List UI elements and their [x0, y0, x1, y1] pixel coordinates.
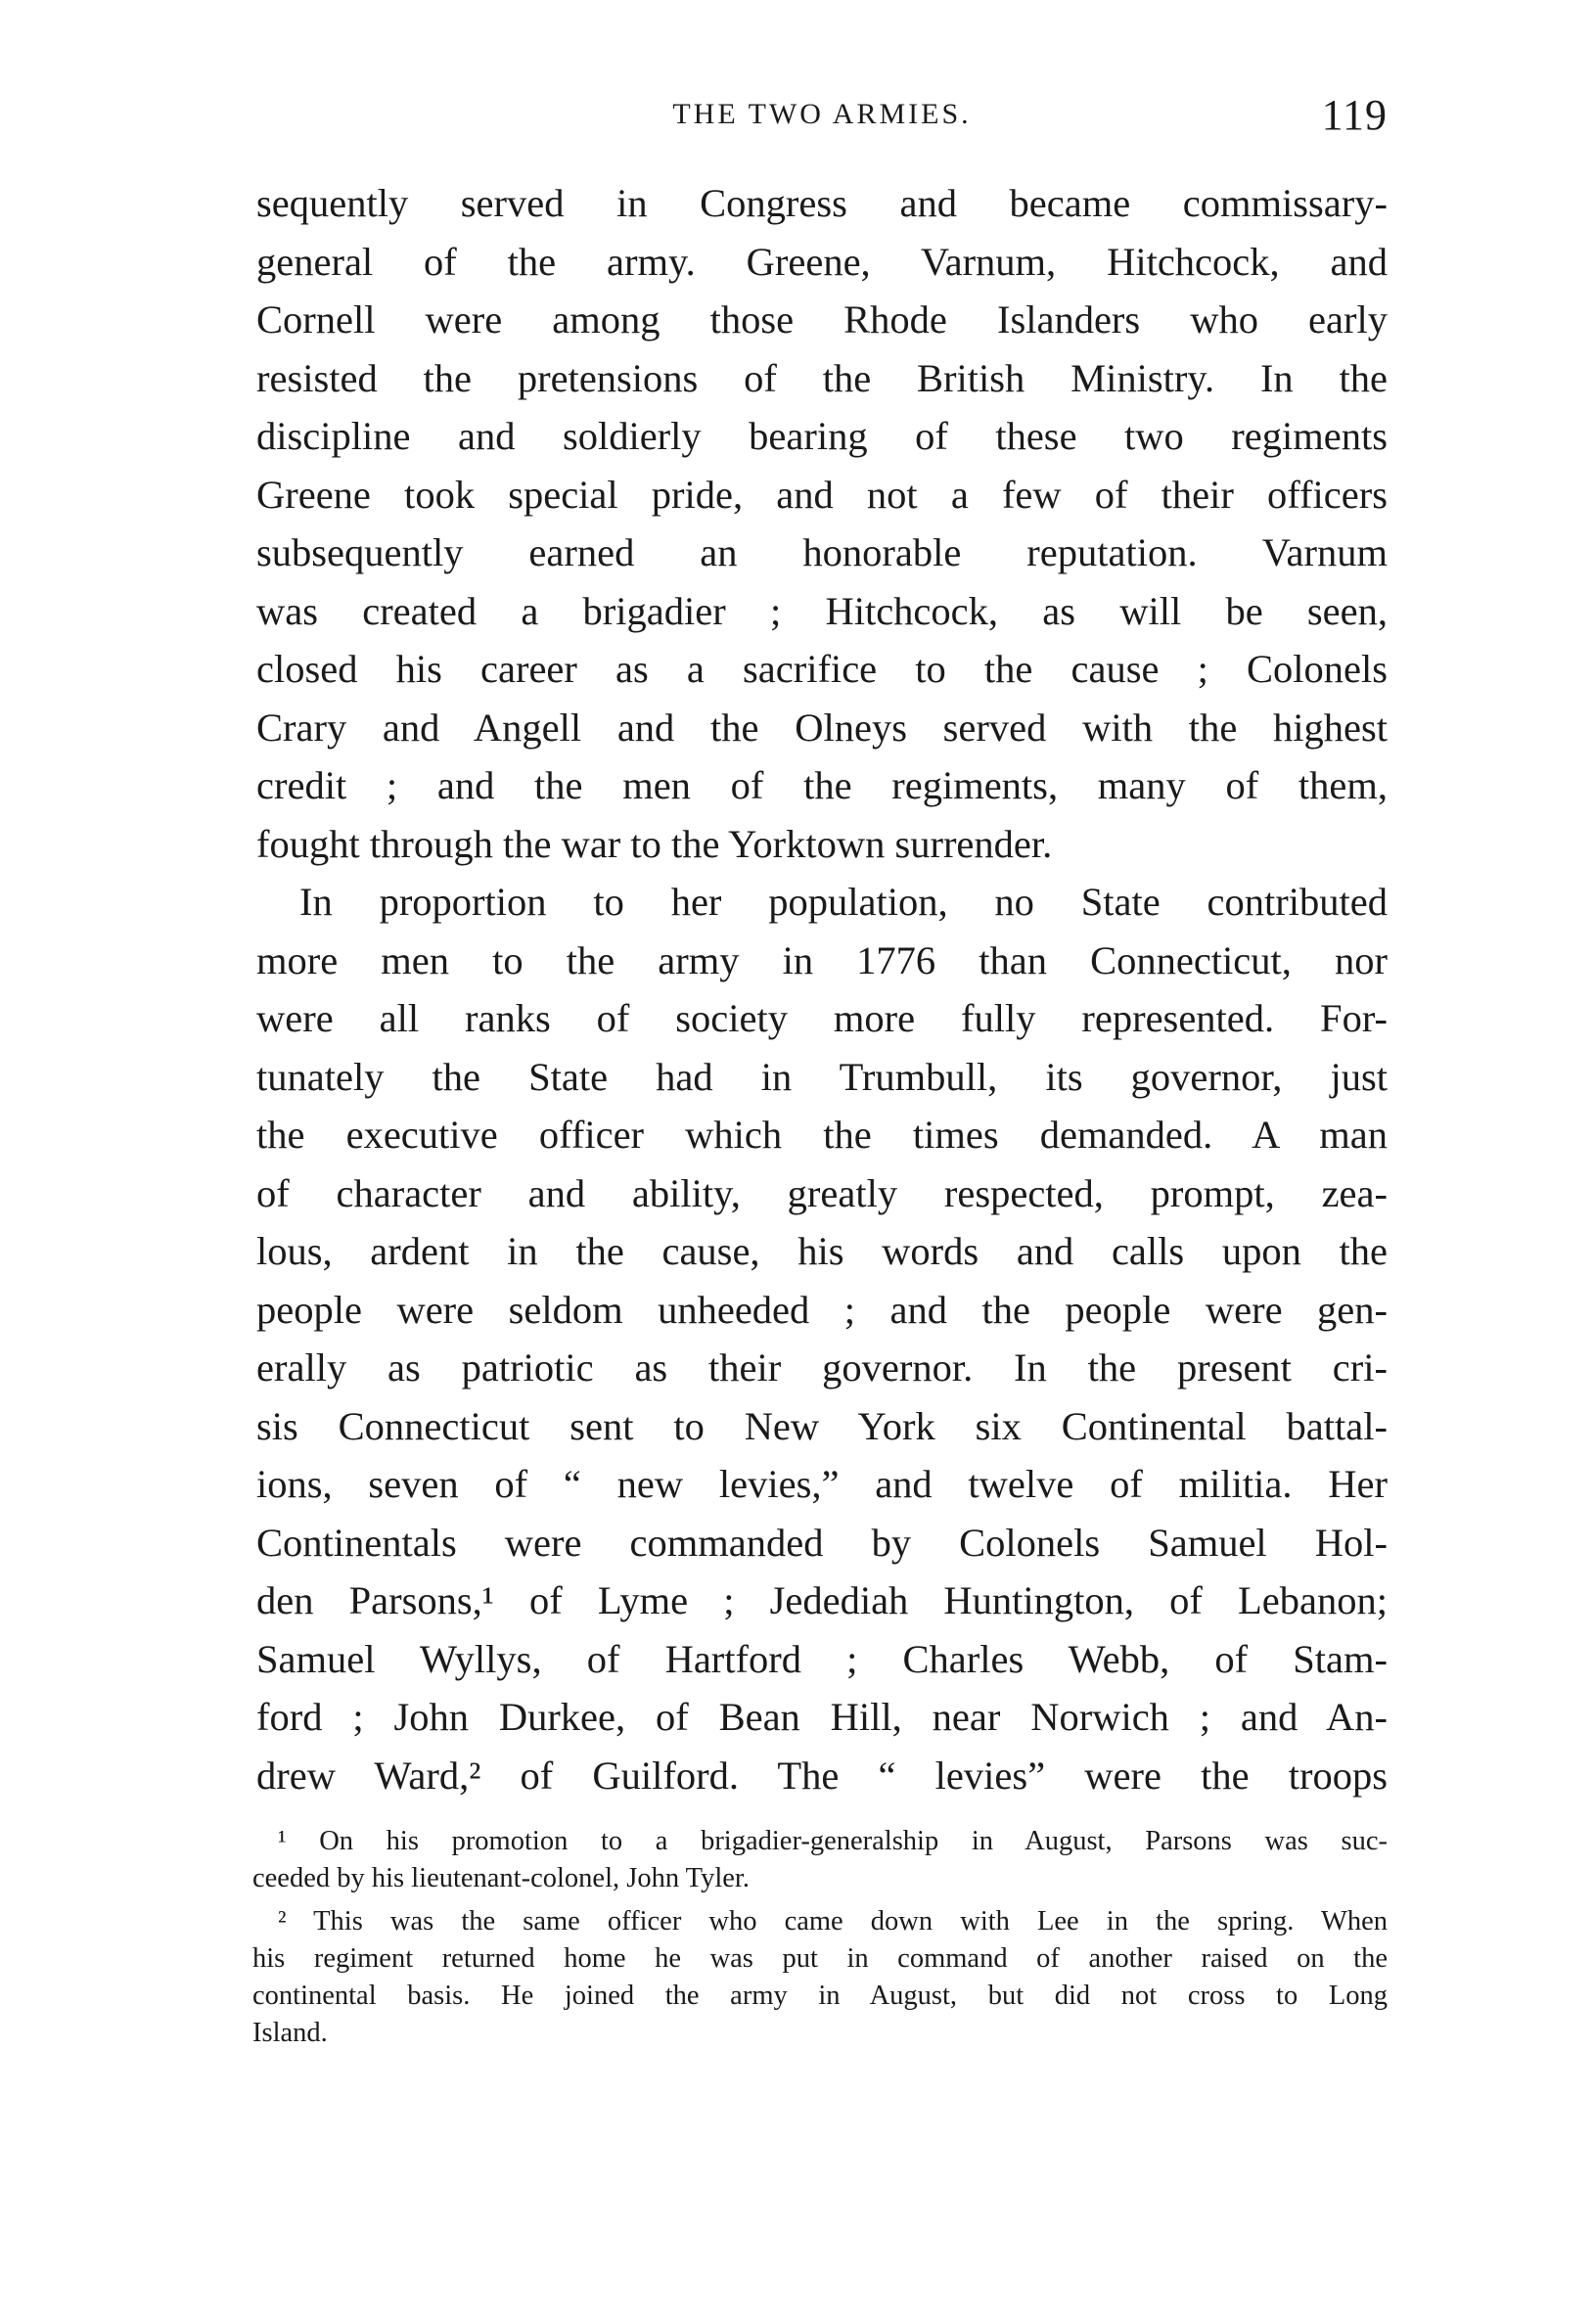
footnote-line: ¹ On his promotion to a brigadier-generalship in August, Parsons was suc-	[278, 1826, 1388, 1856]
text-line: discipline and soldierly bearing of these two regiments	[256, 414, 1388, 458]
text-line: tunately the State had in Trumbull, its governor, just	[256, 1054, 1388, 1099]
text-line: were all ranks of society more fully represented. For-	[256, 996, 1388, 1040]
footnote-line: continental basis. He joined the army in August, but did not cross to Long	[252, 1981, 1388, 2011]
text-line: lous, ardent in the cause, his words and calls upon the	[256, 1229, 1388, 1273]
text-line: credit ; and the men of the regiments, many of them,	[256, 763, 1388, 807]
text-line: was created a brigadier ; Hitchcock, as will be seen,	[256, 588, 1388, 633]
running-head	[256, 90, 1388, 149]
page-number: 119	[1321, 91, 1388, 139]
text-line: den Parsons,¹ of Lyme ; Jedediah Huntington, of Lebanon;	[256, 1578, 1388, 1622]
text-line: closed his career as a sacrifice to the cause ; Colonels	[256, 647, 1388, 691]
text-line: people were seldom unheeded ; and the people were gen-	[256, 1287, 1388, 1332]
footnote-line: ² This was the same officer who came down with Lee in the spring. When	[278, 1906, 1388, 1937]
text-line: subsequently earned an honorable reputation. Varnum	[256, 530, 1388, 574]
paragraph-start-line: In proportion to her population, no State contributed	[299, 880, 1388, 924]
text-line: drew Ward,² of Guilford. The “ levies” were the troops	[256, 1753, 1388, 1798]
text-line: more men to the army in 1776 than Connecticut, nor	[256, 937, 1388, 982]
text-line: Crary and Angell and the Olneys served with the highest	[256, 705, 1388, 750]
text-line: Cornell were among those Rhode Islanders who early	[256, 297, 1388, 342]
text-line: ford ; John Durkee, of Bean Hill, near Norwich ; and An-	[256, 1695, 1388, 1739]
text-line: erally as patriotic as their governor. In the present cri-	[256, 1345, 1388, 1390]
text-line: ions, seven of “ new levies,” and twelve of militia. Her	[256, 1462, 1388, 1506]
footnote-line: his regiment returned home he was put in command of another raised on the	[252, 1943, 1388, 1974]
text-line: sequently served in Congress and became commissary-	[256, 181, 1388, 225]
text-line: resisted the pretensions of the British Ministry. In the	[256, 355, 1388, 400]
paragraph-end-line: fought through the war to the Yorktown surrender.	[256, 821, 1053, 866]
running-title: THE TWO ARMIES.	[672, 98, 972, 130]
text-line: the executive officer which the times demanded. A man	[256, 1113, 1388, 1157]
text-line: Greene took special pride, and not a few of their officers	[256, 472, 1388, 517]
body-text	[256, 174, 1388, 1804]
text-line: Samuel Wyllys, of Hartford ; Charles Webb, of Stam-	[256, 1636, 1388, 1681]
footnote-line: ceeded by his lieutenant-colonel, John Tyler.	[252, 1863, 750, 1893]
footnote-line: Island.	[252, 2018, 328, 2048]
footnote-2	[252, 1903, 1388, 2052]
text-line: general of the army. Greene, Varnum, Hitchcock, and	[256, 239, 1388, 284]
text-line: Continentals were commanded by Colonels Samuel Hol-	[256, 1520, 1388, 1565]
text-line: sis Connecticut sent to New York six Continental battal-	[256, 1403, 1388, 1448]
text-line: of character and ability, greatly respected, prompt, zea-	[256, 1170, 1388, 1215]
footnote-1	[252, 1823, 1388, 1897]
footnotes	[252, 1823, 1388, 2052]
